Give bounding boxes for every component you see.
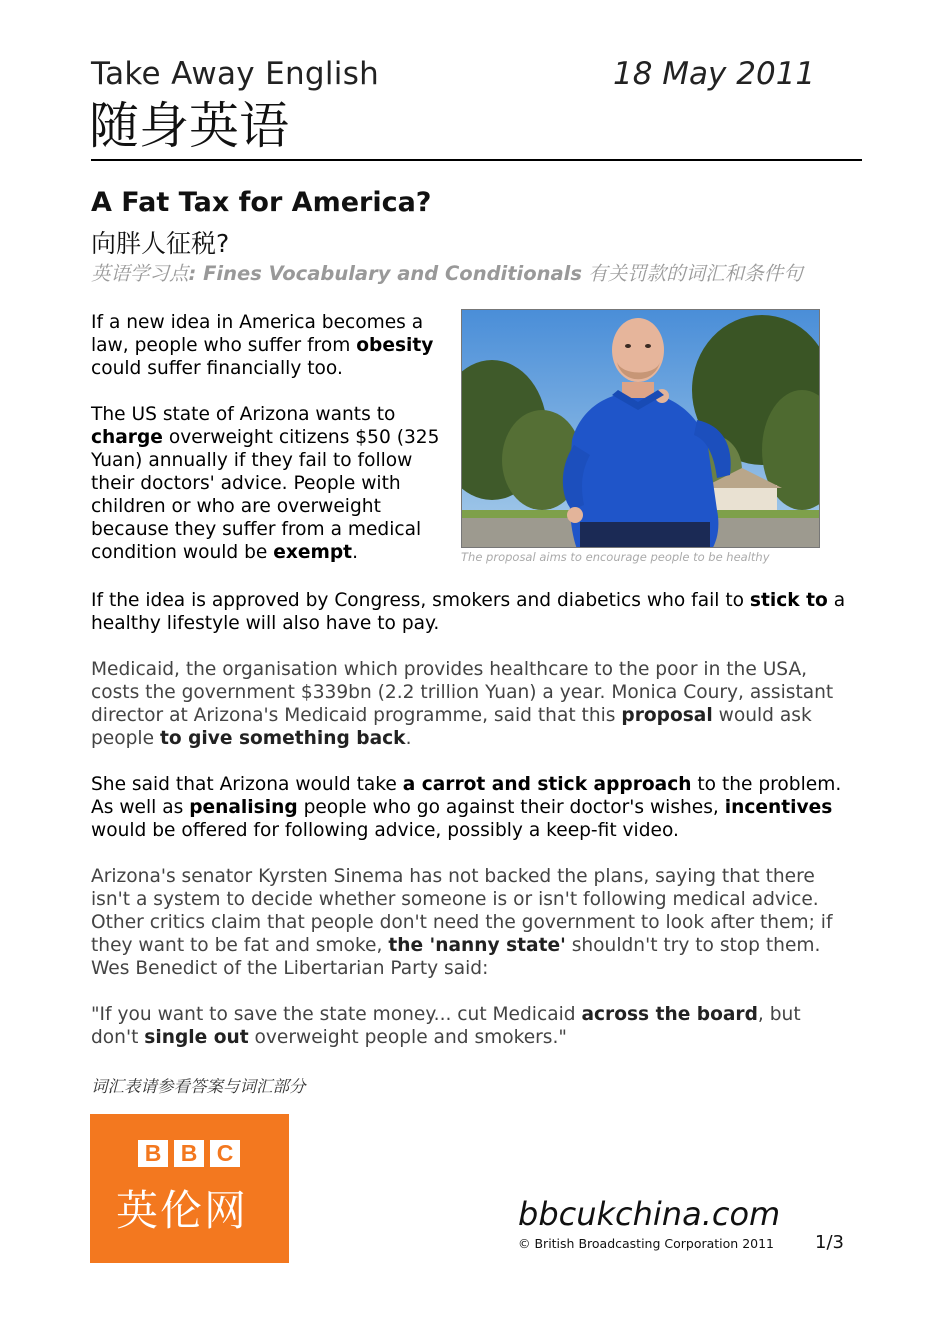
logo-letter: B (174, 1140, 204, 1167)
logo-letter: B (138, 1140, 168, 1167)
image-caption: The proposal aims to encourage people to be healthy (461, 550, 770, 564)
paragraph-6: Arizona's senator Kyrsten Sinema has not backed the plans, saying that there isn't a system to decide whether someone is or isn't following medical advice. Other critics claim that people don't need the government to look after them; if they want to be fat and smoke, the 'nanny state' shouldn't try to stop them. Wes Benedict of the Libertarian Party said: (91, 866, 833, 979)
bbc-logo-icon[interactable] (90, 1114, 289, 1263)
series-title-cn: 随身英语 (89, 97, 289, 155)
vocab-obesity: obesity (356, 335, 434, 356)
bbc-letters (138, 1140, 240, 1167)
vocab-nanny-state: the 'nanny state' (388, 935, 566, 956)
article-title: A Fat Tax for America? (91, 187, 432, 218)
paragraph-5: She said that Arizona would take a carrot and stick approach to the problem. As well as penalising people who go against their doctor's wishes, incentives would be offered for following advice, possibly a keep-fit video. (91, 774, 842, 841)
issue-date: 18 May 2011 (613, 56, 816, 92)
article-photo (461, 309, 820, 548)
vocab-carrot-and-stick: a carrot and stick approach (402, 774, 692, 795)
paragraph-4: Medicaid, the organisation which provides healthcare to the poor in the USA, costs the government $339bn (2.2 trillion Yuan) a year. Monica Coury, assistant director at Arizona's Medicaid programme, said that this proposal would ask people to give something back. (91, 659, 834, 749)
vocab-across-the-board: across the board (581, 1004, 758, 1025)
vocab-penalising: penalising (189, 797, 298, 818)
vocab-give-something-back: to give something back (159, 728, 406, 749)
logo-cn-text: 英伦网 (116, 1186, 249, 1235)
copyright: © British Broadcasting Corporation 2011 (518, 1236, 774, 1251)
paragraph-1: If a new idea in America becomes a law, people who suffer from obesity could suffer financially too. (91, 312, 434, 379)
vocab-exempt: exempt (273, 542, 353, 563)
vocab-proposal: proposal (621, 705, 713, 726)
running-man-image (462, 310, 820, 548)
paragraph-2: The US state of Arizona wants to charge overweight citizens $50 (325 Yuan) annually if they fail to follow their doctors' advice. People with children or who are overweight because they suffer from a medical condition would be exempt. (91, 404, 440, 563)
page-number: 1/3 (815, 1232, 844, 1253)
vocab-charge: charge (91, 427, 163, 448)
logo-letter: C (210, 1140, 240, 1167)
vocab-stick-to: stick to (749, 590, 828, 611)
article-title-cn: 向胖人征税? (91, 229, 230, 258)
vocab-incentives: incentives (724, 797, 833, 818)
paragraph-7: "If you want to save the state money... cut Medicaid across the board, but don't single out overweight people and smokers." (91, 1004, 801, 1048)
paragraph-3: If the idea is approved by Congress, smokers and diabetics who fail to stick to a healthy lifestyle will also have to pay. (91, 590, 846, 634)
header-divider (91, 159, 862, 161)
vocab-single-out: single out (144, 1027, 249, 1048)
learning-point (91, 258, 803, 286)
learning-point-label: 英语学习点 (91, 262, 189, 285)
vocabulary-note: 词汇表请参看答案与词汇部分 (91, 1077, 306, 1096)
website-link[interactable]: bbcukchina.com (518, 1195, 781, 1233)
learning-point-cn: 有关罚款的词汇和条件句 (581, 262, 803, 285)
learning-point-topic: : Fines Vocabulary and Conditionals (188, 262, 582, 285)
series-title: Take Away English (91, 56, 380, 92)
